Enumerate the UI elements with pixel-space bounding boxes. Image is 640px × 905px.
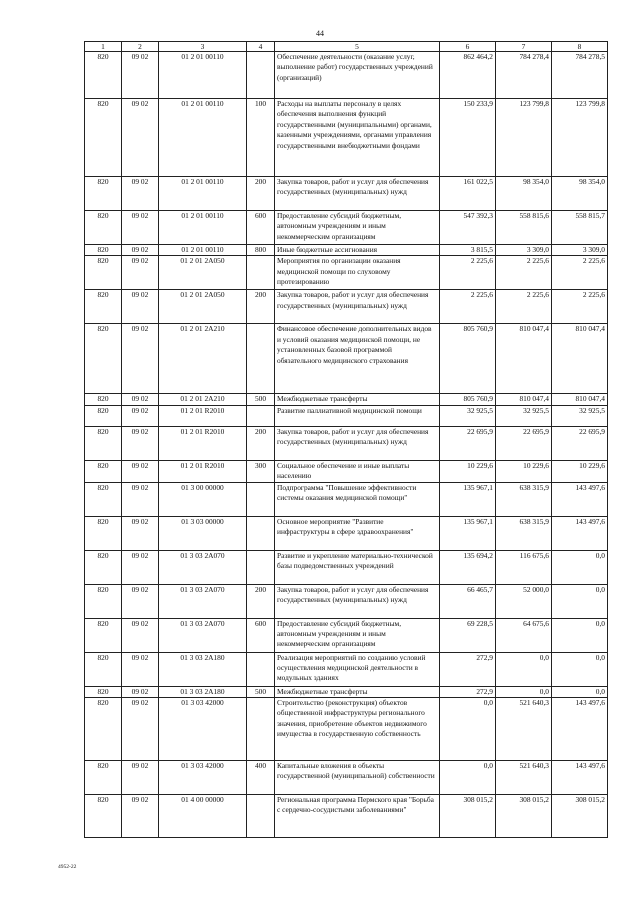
target-article: 01 2 01 R2010: [159, 405, 247, 426]
expense-type: [247, 405, 275, 426]
amount-col8: 0,0: [552, 618, 608, 652]
ministry-code: 820: [85, 516, 122, 550]
item-name: Иные бюджетные ассигнования: [275, 245, 440, 256]
amount-col8: 810 047,4: [552, 324, 608, 394]
ministry-code: 820: [85, 52, 122, 99]
amount-col8: 143 497,6: [552, 761, 608, 795]
amount-col8: 308 015,2: [552, 795, 608, 838]
amount-col8: 784 278,5: [552, 52, 608, 99]
target-article: 01 2 01 00110: [159, 99, 247, 177]
target-article: 01 2 01 2А050: [159, 256, 247, 290]
table-row: [85, 177, 608, 211]
expense-type: 300: [247, 460, 275, 482]
section-code: 09 02: [122, 211, 159, 245]
target-article: 01 3 00 00000: [159, 482, 247, 516]
page-number: 44: [316, 29, 324, 38]
column-number: 1: [85, 42, 122, 52]
amount-col8: 143 497,6: [552, 698, 608, 761]
budget-table: [84, 41, 608, 838]
amount-col8: 98 354,0: [552, 177, 608, 211]
amount-col8: 0,0: [552, 652, 608, 686]
amount-col6: 0,0: [440, 761, 496, 795]
amount-col6: 69 228,5: [440, 618, 496, 652]
section-code: 09 02: [122, 686, 159, 697]
amount-col6: 22 695,9: [440, 426, 496, 460]
section-code: 09 02: [122, 516, 159, 550]
column-number: 8: [552, 42, 608, 52]
table-row: [85, 652, 608, 686]
amount-col6: 272,9: [440, 652, 496, 686]
column-number: 2: [122, 42, 159, 52]
expense-type: 500: [247, 394, 275, 405]
amount-col7: 0,0: [496, 652, 552, 686]
target-article: 01 2 01 2А210: [159, 394, 247, 405]
target-article: 01 4 00 00000: [159, 795, 247, 838]
amount-col8: 810 047,4: [552, 394, 608, 405]
expense-type: [247, 324, 275, 394]
item-name: Расходы на выплаты персоналу в целях обеспечения выполнения функций государственными (муниципальными) органами, казенными учреждениями, органами управления государственными внебюджетными фондами: [275, 99, 440, 177]
ministry-code: 820: [85, 460, 122, 482]
table-row: [85, 211, 608, 245]
amount-col7: 784 278,4: [496, 52, 552, 99]
item-name: Закупка товаров, работ и услуг для обеспечения государственных (муниципальных) нужд: [275, 584, 440, 618]
expense-type: [247, 52, 275, 99]
amount-col6: 135 967,1: [440, 516, 496, 550]
item-name: Предоставление субсидий бюджетным, автономным учреждениям и иным некоммерческим организациям: [275, 211, 440, 245]
item-name: Развитие и укрепление материально-технической базы подведомственных учреждений: [275, 550, 440, 584]
table-row: [85, 426, 608, 460]
amount-col7: 810 047,4: [496, 324, 552, 394]
amount-col6: 2 225,6: [440, 256, 496, 290]
expense-type: [247, 256, 275, 290]
table-row: [85, 550, 608, 584]
item-name: Капитальные вложения в объекты государственной (муниципальной) собственности: [275, 761, 440, 795]
section-code: 09 02: [122, 394, 159, 405]
amount-col6: 0,0: [440, 698, 496, 761]
item-name: Реализация мероприятий по созданию условий осуществления медицинской деятельности в модульных зданиях: [275, 652, 440, 686]
section-code: 09 02: [122, 256, 159, 290]
target-article: 01 2 01 R2010: [159, 426, 247, 460]
table-row: [85, 618, 608, 652]
amount-col7: 0,0: [496, 686, 552, 697]
target-article: 01 3 03 2А070: [159, 550, 247, 584]
ministry-code: 820: [85, 618, 122, 652]
amount-col7: 308 015,2: [496, 795, 552, 838]
ministry-code: 820: [85, 394, 122, 405]
section-code: 09 02: [122, 177, 159, 211]
expense-type: 100: [247, 99, 275, 177]
table-row: [85, 99, 608, 177]
table-row: [85, 516, 608, 550]
amount-col7: 64 675,6: [496, 618, 552, 652]
target-article: 01 3 03 42000: [159, 698, 247, 761]
item-name: Межбюджетные трансферты: [275, 686, 440, 697]
column-number: 3: [159, 42, 247, 52]
section-code: 09 02: [122, 618, 159, 652]
item-name: Социальное обеспечение и иные выплаты населению: [275, 460, 440, 482]
section-code: 09 02: [122, 99, 159, 177]
expense-type: 400: [247, 761, 275, 795]
amount-col7: 521 640,3: [496, 761, 552, 795]
amount-col7: 2 225,6: [496, 290, 552, 324]
section-code: 09 02: [122, 405, 159, 426]
expense-type: [247, 795, 275, 838]
expense-type: [247, 516, 275, 550]
item-name: Развитие паллиативной медицинской помощи: [275, 405, 440, 426]
amount-col8: 32 925,5: [552, 405, 608, 426]
target-article: 01 2 01 2А210: [159, 324, 247, 394]
amount-col7: 32 925,5: [496, 405, 552, 426]
amount-col6: 308 015,2: [440, 795, 496, 838]
item-name: Подпрограмма "Повышение эффективности системы оказания медицинской помощи": [275, 482, 440, 516]
amount-col7: 521 640,3: [496, 698, 552, 761]
amount-col6: 862 464,2: [440, 52, 496, 99]
section-code: 09 02: [122, 52, 159, 99]
amount-col7: 2 225,6: [496, 256, 552, 290]
expense-type: 200: [247, 426, 275, 460]
amount-col6: 135 694,2: [440, 550, 496, 584]
table-row: [85, 52, 608, 99]
table-row: [85, 761, 608, 795]
amount-col8: 2 225,6: [552, 290, 608, 324]
ministry-code: 820: [85, 550, 122, 584]
amount-col7: 810 047,4: [496, 394, 552, 405]
ministry-code: 820: [85, 177, 122, 211]
target-article: 01 2 01 R2010: [159, 460, 247, 482]
section-code: 09 02: [122, 460, 159, 482]
amount-col6: 135 967,1: [440, 482, 496, 516]
amount-col8: 10 229,6: [552, 460, 608, 482]
section-code: 09 02: [122, 761, 159, 795]
item-name: Закупка товаров, работ и услуг для обеспечения государственных (муниципальных) нужд: [275, 290, 440, 324]
item-name: Закупка товаров, работ и услуг для обеспечения государственных (муниципальных) нужд: [275, 177, 440, 211]
table-row: [85, 795, 608, 838]
item-name: Закупка товаров, работ и услуг для обеспечения государственных (муниципальных) нужд: [275, 426, 440, 460]
amount-col8: 0,0: [552, 584, 608, 618]
expense-type: [247, 698, 275, 761]
expense-type: [247, 550, 275, 584]
target-article: 01 3 03 2А180: [159, 686, 247, 697]
amount-col6: 2 225,6: [440, 290, 496, 324]
amount-col6: 66 465,7: [440, 584, 496, 618]
amount-col7: 123 799,8: [496, 99, 552, 177]
item-name: Мероприятия по организации оказания медицинской помощи по слуховому протезированию: [275, 256, 440, 290]
target-article: 01 3 03 42000: [159, 761, 247, 795]
amount-col6: 161 022,5: [440, 177, 496, 211]
column-number-row: [85, 42, 608, 52]
column-number: 4: [247, 42, 275, 52]
ministry-code: 820: [85, 698, 122, 761]
target-article: 01 3 03 2А070: [159, 618, 247, 652]
amount-col7: 22 695,9: [496, 426, 552, 460]
column-number: 5: [275, 42, 440, 52]
expense-type: 500: [247, 686, 275, 697]
amount-col7: 10 229,6: [496, 460, 552, 482]
amount-col8: 143 497,6: [552, 482, 608, 516]
expense-type: 200: [247, 584, 275, 618]
amount-col6: 805 760,9: [440, 324, 496, 394]
section-code: 09 02: [122, 652, 159, 686]
ministry-code: 820: [85, 482, 122, 516]
item-name: Предоставление субсидий бюджетным, автономным учреждениям и иным некоммерческим организациям: [275, 618, 440, 652]
amount-col6: 805 760,9: [440, 394, 496, 405]
amount-col8: 3 309,0: [552, 245, 608, 256]
table-row: [85, 686, 608, 697]
amount-col8: 0,0: [552, 550, 608, 584]
section-code: 09 02: [122, 698, 159, 761]
section-code: 09 02: [122, 550, 159, 584]
amount-col7: 558 815,6: [496, 211, 552, 245]
section-code: 09 02: [122, 290, 159, 324]
item-name: Финансовое обеспечение дополнительных видов и условий оказания медицинской помощи, не установленных базовой программой обязательного медицинского страхования: [275, 324, 440, 394]
expense-type: 800: [247, 245, 275, 256]
item-name: Межбюджетные трансферты: [275, 394, 440, 405]
amount-col7: 98 354,0: [496, 177, 552, 211]
column-number: 7: [496, 42, 552, 52]
expense-type: 200: [247, 290, 275, 324]
document-code: 4952-22: [58, 864, 77, 870]
target-article: 01 2 01 00110: [159, 177, 247, 211]
ministry-code: 820: [85, 584, 122, 618]
amount-col6: 547 392,3: [440, 211, 496, 245]
amount-col8: 2 225,6: [552, 256, 608, 290]
ministry-code: 820: [85, 761, 122, 795]
item-name: Строительство (реконструкция) объектов общественной инфраструктуры регионального значения, приобретение объектов недвижимого имущества в государственную собственность: [275, 698, 440, 761]
target-article: 01 3 03 2А180: [159, 652, 247, 686]
expense-type: [247, 482, 275, 516]
table-row: [85, 245, 608, 256]
ministry-code: 820: [85, 405, 122, 426]
amount-col8: 143 497,6: [552, 516, 608, 550]
target-article: 01 2 01 00110: [159, 211, 247, 245]
table-row: [85, 460, 608, 482]
amount-col6: 32 925,5: [440, 405, 496, 426]
amount-col7: 52 000,0: [496, 584, 552, 618]
target-article: 01 2 01 2А050: [159, 290, 247, 324]
ministry-code: 820: [85, 245, 122, 256]
amount-col7: 3 309,0: [496, 245, 552, 256]
table-row: [85, 394, 608, 405]
section-code: 09 02: [122, 482, 159, 516]
item-name: Региональная программа Пермского края "Борьба с сердечно-сосудистыми заболеваниями": [275, 795, 440, 838]
ministry-code: 820: [85, 795, 122, 838]
expense-type: 600: [247, 211, 275, 245]
ministry-code: 820: [85, 290, 122, 324]
ministry-code: 820: [85, 686, 122, 697]
table-row: [85, 256, 608, 290]
table-row: [85, 324, 608, 394]
expense-type: 600: [247, 618, 275, 652]
amount-col8: 123 799,8: [552, 99, 608, 177]
expense-type: [247, 652, 275, 686]
ministry-code: 820: [85, 652, 122, 686]
target-article: 01 2 01 00110: [159, 245, 247, 256]
amount-col6: 3 815,5: [440, 245, 496, 256]
item-name: Основное мероприятие "Развитие инфраструктуры в сфере здравоохранения": [275, 516, 440, 550]
amount-col8: 22 695,9: [552, 426, 608, 460]
item-name: Обеспечение деятельности (оказание услуг, выполнение работ) государственных учреждений (организаций): [275, 52, 440, 99]
table-row: [85, 405, 608, 426]
table-row: [85, 584, 608, 618]
ministry-code: 820: [85, 324, 122, 394]
amount-col7: 638 315,9: [496, 482, 552, 516]
column-number: 6: [440, 42, 496, 52]
table-row: [85, 698, 608, 761]
amount-col7: 116 675,6: [496, 550, 552, 584]
target-article: 01 2 01 00110: [159, 52, 247, 99]
table-row: [85, 482, 608, 516]
target-article: 01 3 03 2А070: [159, 584, 247, 618]
section-code: 09 02: [122, 795, 159, 838]
ministry-code: 820: [85, 426, 122, 460]
section-code: 09 02: [122, 324, 159, 394]
amount-col7: 638 315,9: [496, 516, 552, 550]
amount-col8: 558 815,7: [552, 211, 608, 245]
expense-type: 200: [247, 177, 275, 211]
amount-col6: 272,9: [440, 686, 496, 697]
amount-col6: 150 233,9: [440, 99, 496, 177]
ministry-code: 820: [85, 99, 122, 177]
table-row: [85, 290, 608, 324]
target-article: 01 3 03 00000: [159, 516, 247, 550]
section-code: 09 02: [122, 245, 159, 256]
section-code: 09 02: [122, 426, 159, 460]
amount-col8: 0,0: [552, 686, 608, 697]
ministry-code: 820: [85, 256, 122, 290]
section-code: 09 02: [122, 584, 159, 618]
amount-col6: 10 229,6: [440, 460, 496, 482]
ministry-code: 820: [85, 211, 122, 245]
